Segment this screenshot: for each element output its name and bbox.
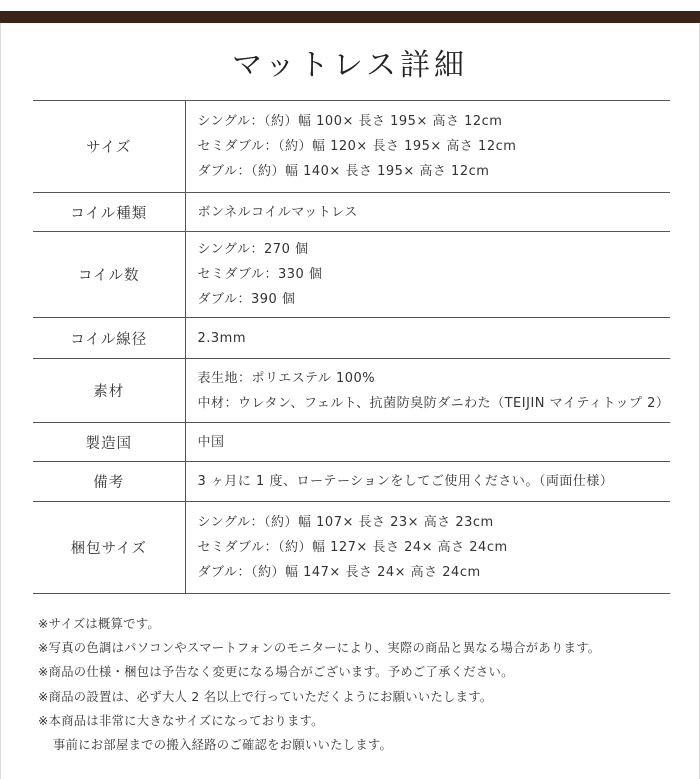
value-line: シングル：270 個 (197, 242, 309, 257)
row-value (185, 232, 670, 318)
row-value (185, 359, 670, 423)
value-line: ダブル：（約）幅 140× 長さ 195× 高さ 12cm (197, 164, 490, 179)
value-line: シングル：（約）幅 107× 長さ 23× 高さ 23cm (197, 515, 494, 530)
spec-table (33, 100, 670, 594)
row-label: サイズ (33, 101, 185, 193)
table-row (33, 318, 670, 359)
table-row (33, 462, 670, 502)
row-label: 素材 (33, 359, 185, 423)
value-line: セミダブル：330 個 (197, 267, 323, 282)
row-label: 梱包サイズ (33, 502, 185, 594)
value-line: セミダブル：（約）幅 120× 長さ 195× 高さ 12cm (197, 139, 517, 154)
value-line: 表生地：ポリエステル 100% (197, 370, 376, 386)
value-line: セミダブル：（約）幅 127× 長さ 24× 高さ 24cm (197, 540, 508, 555)
row-value (185, 193, 670, 232)
notes-section (38, 612, 678, 757)
frame-left-line (0, 23, 1, 779)
row-value (185, 101, 670, 193)
row-label: コイル数 (33, 232, 185, 318)
value-line: 中材：ウレタン、フェルト、抗菌防臭防ダニわた（TEIJIN マイティトップ 2） (197, 395, 670, 411)
table-row (33, 101, 670, 193)
row-label: コイル線径 (33, 318, 185, 359)
value-line: ダブル：（約）幅 147× 長さ 24× 高さ 24cm (197, 565, 481, 580)
table-row (33, 232, 670, 318)
row-value (185, 502, 670, 594)
row-label: コイル種類 (33, 193, 185, 232)
value-line: 中国 (197, 434, 225, 450)
value-line: 3 ヶ月に 1 度、ローテーションをしてご使用ください。（両面仕様） (197, 474, 614, 489)
note-line: ※本商品は非常に大きなサイズになっております。 (38, 713, 324, 728)
table-row (33, 193, 670, 232)
table-row (33, 502, 670, 594)
note-line: ※サイズは概算です。 (38, 617, 161, 631)
value-line: 2.3mm (197, 330, 247, 346)
note-line: ※商品の仕様・梱包は予告なく変更になる場合がございます。予めご了承ください。 (38, 665, 514, 680)
value-line: シングル：（約）幅 100× 長さ 195× 高さ 12cm (197, 114, 503, 129)
row-label: 備考 (33, 462, 185, 502)
row-value (185, 462, 670, 502)
row-value (185, 318, 670, 359)
row-value (185, 423, 670, 462)
note-line: ※写真の色調はパソコンやスマートフォンのモニターにより、実際の商品と異なる場合があります。 (38, 641, 601, 656)
top-accent-bar (0, 11, 700, 23)
page-title: マットレス詳細 (232, 48, 468, 83)
note-line: ※商品の設置は、必ず大人 2 名以上で行っていただくようにお願いいたします。 (38, 689, 493, 704)
table-row (33, 359, 670, 423)
value-line: ボンネルコイルマットレス (197, 204, 358, 220)
value-line: ダブル：390 個 (197, 292, 296, 307)
note-line: 事前にお部屋までの搬入経路のご確認をお願いいたします。 (53, 738, 393, 753)
row-label: 製造国 (33, 423, 185, 462)
table-row (33, 423, 670, 462)
